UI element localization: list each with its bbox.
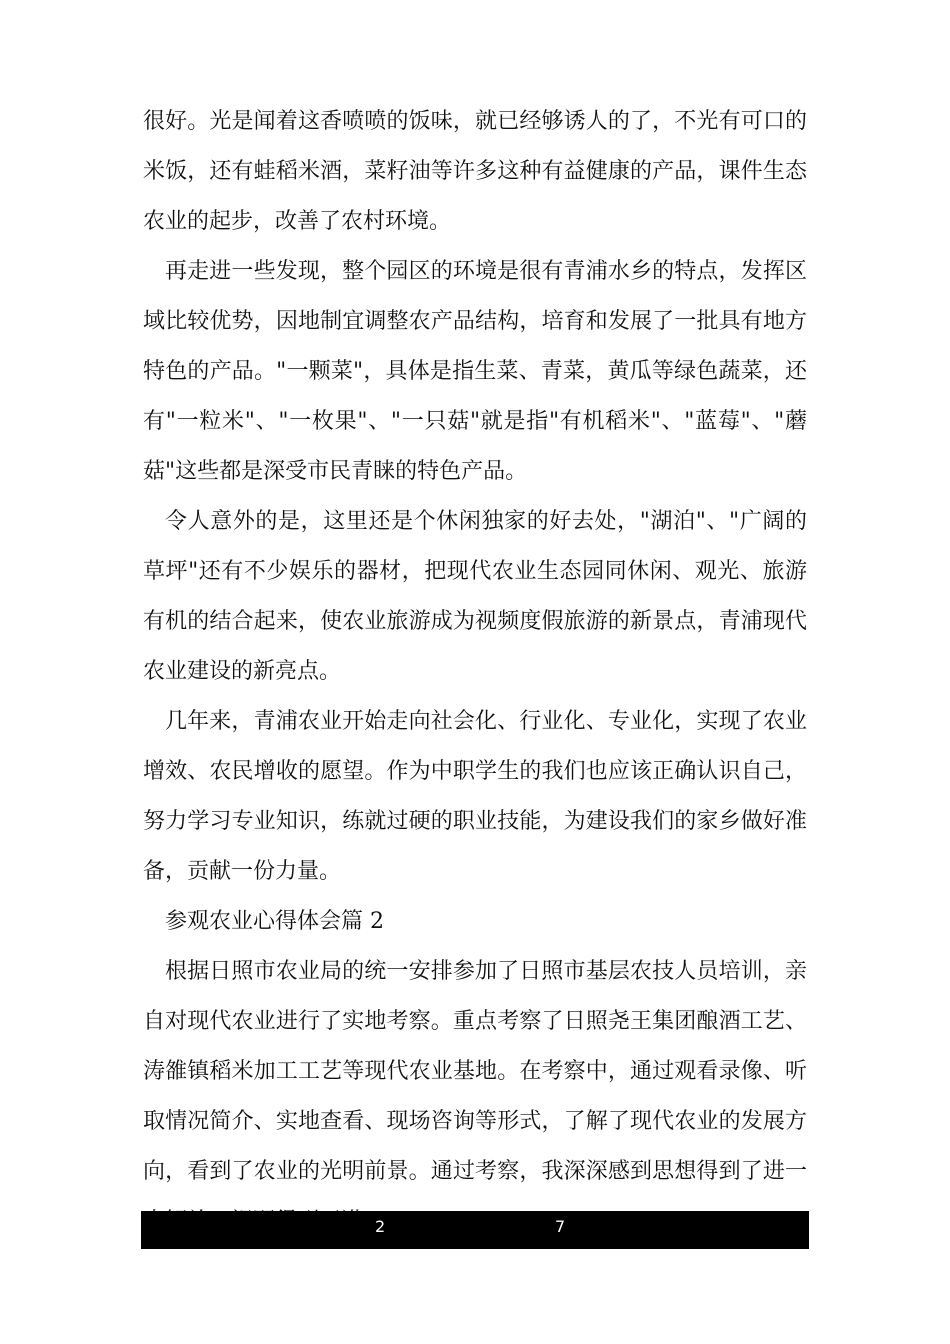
paragraph-3: 令人意外的是，这里还是个休闲独家的好去处，"湖泊"、"广阔的草坪"还有不少娱乐的器材，把现代农业生态园同休闲、观光、旅游有机的结合起来，使农业旅游成为视频度假旅游的新景点，青浦现代农业建设的新亮点。 <box>143 509 807 684</box>
section-paragraph-1: 根据日照市农业局的统一安排参加了日照市基层农技人员培训，亲自对现代农业进行了实地考察。重点考察了日照尧王集团酿酒工艺、涛雒镇稻米加工工艺等现代农业基地。在考察中，通过观看录像、听取情况简介、实地查看、现场咨询等形式，了解了现代农业的发展方向，看到了农业的光明前景。通过考察，我深深感到思想得到了进一 <box>143 959 807 1184</box>
page-footer <box>141 1211 809 1249</box>
paragraph-2: 再走进一些发现，整个园区的环境是很有青浦水乡的特点，发挥区域比较优势，因地制宜调整农产品结构，培育和发展了一批具有地方特色的产品。"一颗菜"，具体是指生菜、青菜，黄瓜等绿色蔬菜，还有"一粒米"、"一枚果"、"一只菇"就是指"有机稻米"、"蓝莓"、"蘑菇"这些都是深受市民青睐的特色产品。 <box>143 259 807 484</box>
document-body <box>143 97 807 1247</box>
paragraph-4: 几年来，青浦农业开始走向社会化、行业化、专业化，实现了农业增效、农民增收的愿望。作为中职学生的我们也应该正确认识自己，努力学习专业知识，练就过硬的职业技能，为建设我们的家乡做好准备，贡献一份力量。 <box>143 709 807 884</box>
total-pages: 7 <box>555 1217 566 1236</box>
section-heading: 参观农业心得体会篇 2 <box>165 909 384 934</box>
paragraph-1: 很好。光是闻着这香喷喷的饭味，就已经够诱人的了，不光有可口的米饭，还有蛙稻米酒，菜籽油等许多这种有益健康的产品，课件生态农业的起步，改善了农村环境。 <box>143 109 807 234</box>
page-number: 2 <box>375 1217 386 1236</box>
